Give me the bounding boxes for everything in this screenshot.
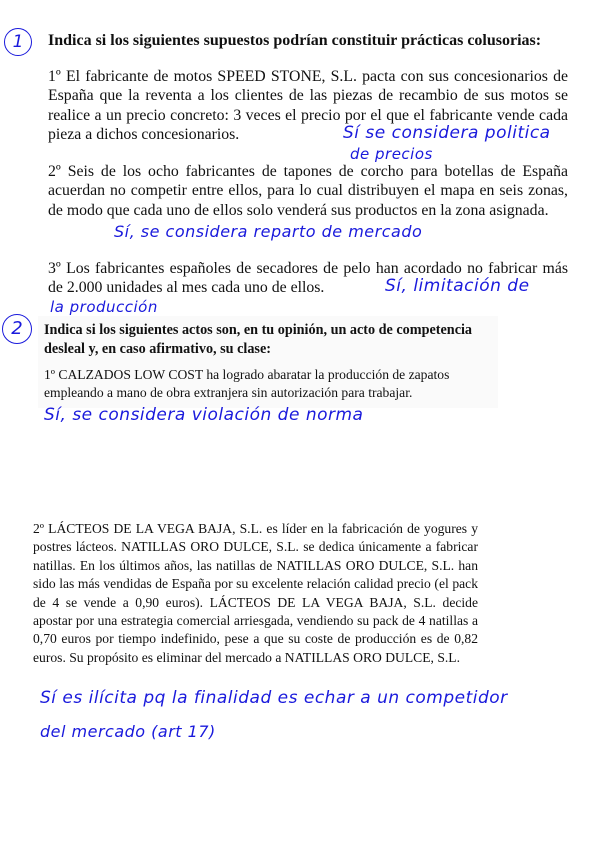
exercise-1-item-3-answer-cont: la producción	[50, 298, 158, 316]
exercise-1-title: Indica si los siguientes supuestos podrían constituir prácticas colusorias:	[48, 32, 542, 49]
exercise-2-item-1-text: 1º CALZADOS LOW COST ha logrado abaratar la producción de zapatos empleando a mano de obra extranjera sin autorización para trabajar.	[44, 367, 450, 401]
exercise-2-item-1-answer: Sí, se considera violación de norma	[44, 405, 364, 425]
exercise-1-item-2-answer: Sí, se considera reparto de mercado	[114, 222, 423, 241]
exercise-2-item-2-text: 2º LÁCTEOS DE LA VEGA BAJA, S.L. es líder en la fabricación de yogures y postres lácteos. NATILLAS ORO DULCE, S.L. se dedica únicamente a fabricar natillas. En los últimos años, las natillas de NATILLAS ORO DULCE, S.L. han sido las más vendidas de España por su excelente relación calidad precio (el pack de 4 se vende a 0,90 euros). LÁCTEOS DE LA VEGA BAJA, S.L. decide apostar por una estrategia comercial arriesgada, vendiendo su pack de 4 natillas a 0,70 euros por tiempo indefinido, pese a que su coste de producción es de 0,82 euros. Su propósito es eliminar del mercado a NATILLAS ORO DULCE, S.L.	[33, 521, 478, 665]
exercise-number-mark: 1	[4, 28, 32, 56]
exercise-1-item-3-answer: Sí, limitación de	[385, 276, 530, 296]
exercise-1-item-3-text: 3º Los fabricantes españoles de secadores de pelo han acordado no fabricar más de 2.000 unidades al mes cada uno de ellos.	[48, 260, 568, 297]
exercise-1-item-1-answer-cont: de precios	[350, 145, 433, 163]
exercise-1-item-1-text: 1º El fabricante de motos SPEED STONE, S.L. pacta con sus concesionarios de España que la reventa a los clientes de las piezas de recambio de sus motos se realice a un precio concreto: 3 veces el precio por el que el fabricante vende cada pieza a dichos concesionarios.	[48, 68, 568, 143]
exercise-number-mark: 2	[2, 314, 32, 344]
exercise-2-title: Indica si los siguientes actos son, en tu opinión, un acto de competencia desleal y, en caso afirmativo, su clase:	[44, 322, 473, 357]
exercise-1-item-1-answer: Sí se considera politica	[343, 123, 551, 143]
exercise-2-item-2-answer-cont: del mercado (art 17)	[40, 722, 216, 741]
exercise-2-item-2-answer: Sí es ilícita pq la finalidad es echar a un competidor	[40, 688, 508, 708]
exercise-1-item-2-text: 2º Seis de los ocho fabricantes de tapones de corcho para botellas de España acuerdan no competir entre ellos, para lo cual distribuyen el mapa en seis zonas, de modo que cada uno de ellos solo venderá sus productos en la zona asignada.	[48, 163, 568, 219]
